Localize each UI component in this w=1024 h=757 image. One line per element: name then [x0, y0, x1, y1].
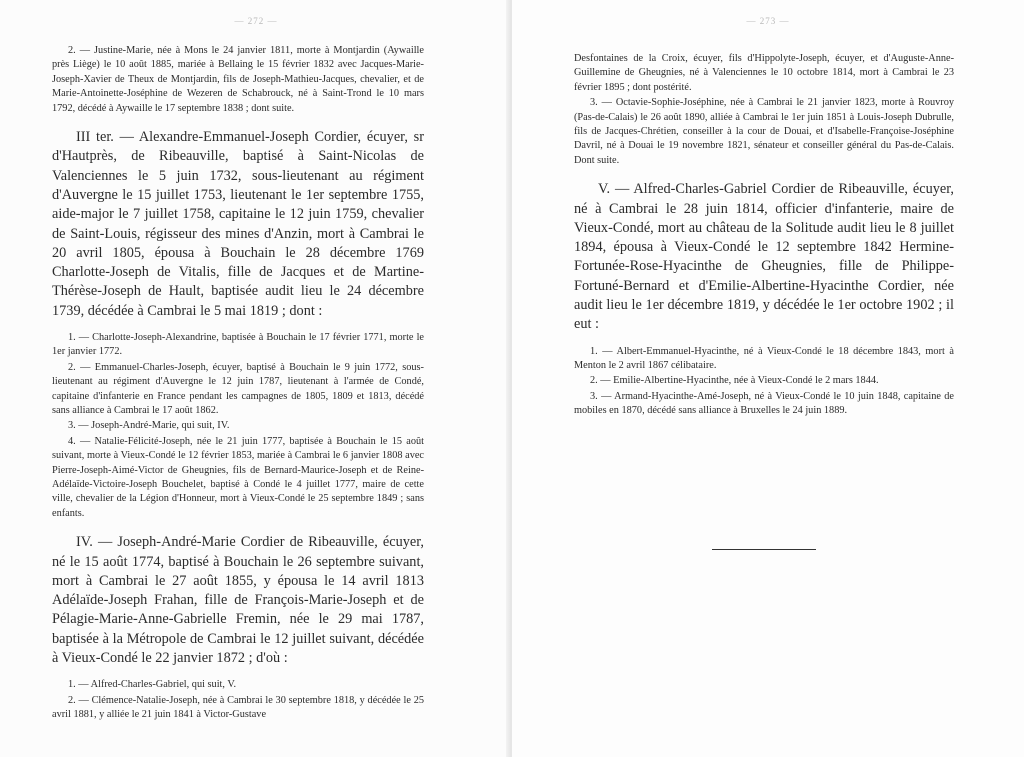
child-1-alfred: 1. — Alfred-Charles-Gabriel, qui suit, V. — [68, 679, 237, 691]
child-2-clemence: 2. — Clémence-Natalie-Joseph, née à Cambrai le 30 septembre 1818, y décédée le 25 avril 1881, y alliée le 21 juin 1841 à Victor-Gustave — [52, 694, 424, 721]
left-page-text — [52, 44, 424, 724]
child-3-joseph-andre: 3. — Joseph-André-Marie, qui suit, IV. — [68, 420, 230, 432]
section-iv: IV. — Joseph-André-Marie Cordier de Ribeauville, écuyer, né le 15 août 1774, baptisé à Bouchain le 26 septembre suivant, mort à Cambrai le 27 août 1855, y épousa le 14 avril 1813 Adélaïde-Joseph Frahan, fille de François-Marie-Joseph et de Pélagie-Marie-Anne-Gabrielle Fremin, née le 29 mai 1787, baptisée à la Métropole de Cambrai le 12 juillet suivant, décédée à Vieux-Condé le 22 janvier 1872 ; d'où : — [52, 534, 424, 667]
section-v: V. — Alfred-Charles-Gabriel Cordier de Ribeauville, écuyer, né à Cambrai le 28 juin 1814, officier d'infanterie, maire de Vieux-Condé, mort au château de la Solitude audit lieu le 8 juillet 1894, épousa à Vieux-Condé le 12 septembre 1842 Hermine-Fortunée-Rose-Hyacinthe de Gheugnies, fille de Philippe-Fortuné-Bernard et d'Emilie-Albertine-Hyacinthe Cordier, née audit lieu le 1er décembre 1819, y décédée le 1er octobre 1902 ; il eut : — [574, 181, 954, 333]
entry-justine-marie: 2. — Justine-Marie, née à Mons le 24 janvier 1811, morte à Montjardin (Aywaille près Liège) le 10 août 1885, mariée à Bellaing le 15 février 1832 avec Jacques-Marie-Joseph-Xavier de Theux de Montjardin, fils de Joseph-Mathieu-Jacques, chevalier, et de Marie-Antoinette-Joséphine de Wezeren de Schabrouck, né à Saint-Trond le 10 mars 1792, décédé à Aywaille le 17 septembre 1838 ; dont suite. — [52, 45, 424, 114]
child-3-octavie: 3. — Octavie-Sophie-Joséphine, née à Cambrai le 21 janvier 1823, morte à Rouvroy (Pas-de-Calais) le 26 août 1890, alliée à Cambrai le 1er juin 1851 à Louis-Joseph Dubrulle, fils de Jacques-Chrétien, conseiller à la cour de Douai, et d'Isabelle-Françoise-Joséphine Davril, né à Douai le 19 novembre 1821, sénateur et conseiller général du Pas-de-Calais. Dont suite. — [574, 97, 954, 166]
child-1-albert: 1. — Albert-Emmanuel-Hyacinthe, né à Vieux-Condé le 18 décembre 1843, mort à Menton le 2 avril 1867 célibataire. — [574, 345, 954, 372]
child-3-armand: 3. — Armand-Hyacinthe-Amé-Joseph, né à Vieux-Condé le 10 juin 1848, capitaine de mobiles en 1870, décédé sans alliance à Bruxelles le 24 juin 1889. — [574, 390, 954, 417]
child-2-emilie: 2. — Emilie-Albertine-Hyacinthe, née à Vieux-Condé le 2 mars 1844. — [590, 375, 879, 387]
right-page-text — [574, 52, 954, 550]
end-rule — [712, 549, 816, 550]
page-number-right: — 273 — — [746, 16, 790, 26]
entry-desfontaines: Desfontaines de la Croix, écuyer, fils d'Hippolyte-Joseph, écuyer, et d'Auguste-Anne-Guillemine de Gheugnies, né à Valenciennes le 10 octobre 1814, mort à Cambrai le 23 février 1895 ; dont postérité. — [574, 53, 954, 93]
child-1-charlotte: 1. — Charlotte-Joseph-Alexandrine, baptisée à Bouchain le 17 février 1771, morte le 1er janvier 1772. — [52, 332, 424, 358]
page-number-left: — 272 — — [234, 16, 278, 26]
section-iii-ter: III ter. — Alexandre-Emmanuel-Joseph Cordier, écuyer, sr d'Hautprès, de Ribeauville, baptisé à Saint-Nicolas de Valenciennes le 5 juin 1732, sous-lieutenant au régiment d'Auvergne le 15 juillet 1753, lieutenant le 1er septembre 1755, aide-major le 7 juillet 1758, capitaine le 12 juin 1759, chevalier de Saint-Louis, régisseur des mines d'Anzin, mort à Cambrai le 20 avril 1805, épousa à Bouchain le 28 décembre 1769 Charlotte-Joseph de Vitalis, fille de Jacques et de Martine-Thérèse-Joseph de Hault, baptisée audit lieu le 24 décembre 1739, décédée à Cambrai le 5 mai 1819 ; dont : — [52, 129, 424, 319]
child-4-natalie: 4. — Natalie-Félicité-Joseph, née le 21 juin 1777, baptisée à Bouchain le 15 août suivant, morte à Vieux-Condé le 12 février 1853, mariée à Cambrai le 6 janvier 1808 avec Pierre-Joseph-Aimé-Victor de Gheugnies, fils de Bernard-Maurice-Joseph et de Reine-Adélaïde-Victoire-Joseph Bouchelet, baptisé à Condé le 4 juillet 1777, maire de cette ville, chevalier de la Légion d'Honneur, mort à Vieux-Condé le 25 septembre 1849 ; sans enfants. — [52, 435, 424, 519]
child-2-emmanuel: 2. — Emmanuel-Charles-Joseph, écuyer, baptisé à Bouchain le 9 juin 1772, sous-lieutenant au régiment d'Auvergne le 12 juin 1787, lieutenant à l'armée de Condé, capitaine d'infanterie en France pendant les campagnes de 1805, 1809 et 1813, décédé sans alliance à Cambrai le 17 août 1862. — [52, 361, 424, 417]
